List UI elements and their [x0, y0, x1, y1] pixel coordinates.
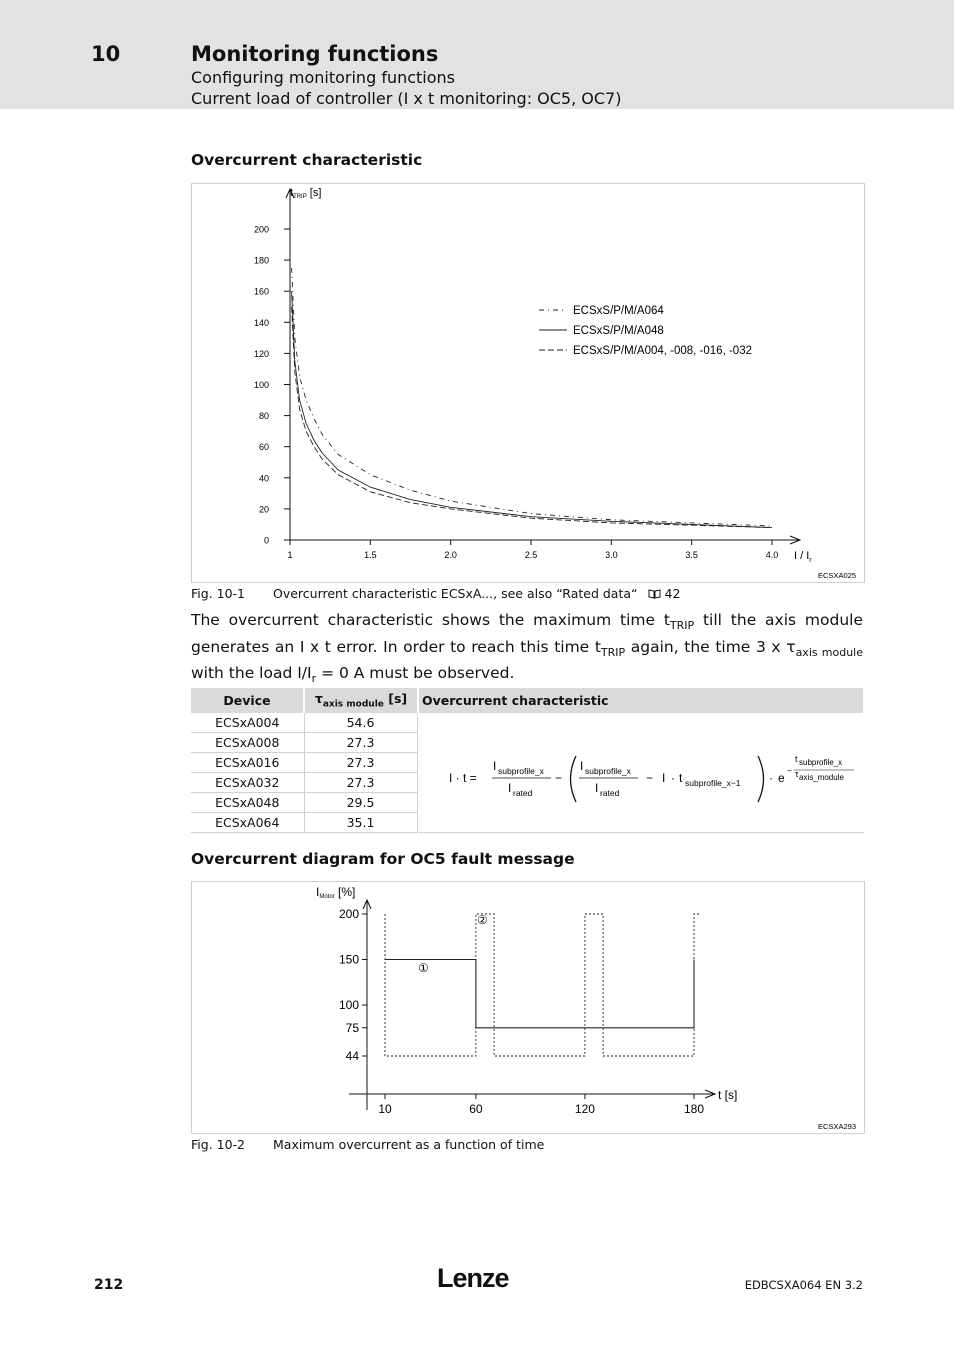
table-row — [191, 753, 417, 773]
svg-text:subprofile_x−1: subprofile_x−1 — [685, 778, 741, 788]
characteristic-chart — [192, 184, 864, 582]
svg-text:t: t — [795, 754, 798, 764]
chapter-number: 10 — [91, 42, 121, 66]
annotation-1: ① — [418, 961, 429, 975]
device-table — [191, 688, 418, 833]
table-row — [191, 813, 417, 833]
table-row — [191, 733, 417, 753]
chart1-xlabel: I / $I_r$ — [794, 550, 812, 564]
y-tick-label: 0 — [263, 535, 269, 546]
table-row — [191, 773, 417, 793]
chart1-ylabel: tTRIP [s] — [290, 187, 322, 200]
legend-label-1: ECSxS/P/M/A064 — [573, 305, 664, 317]
caption-page-1: 42 — [664, 586, 681, 601]
figure-caption-1 — [191, 586, 680, 601]
device-cell: ECSxA064 — [191, 813, 304, 833]
svg-text:−: − — [787, 766, 792, 775]
table-row — [191, 713, 417, 733]
chart1-legend — [539, 305, 752, 357]
tau-cell: 29.5 — [304, 793, 417, 813]
svg-text:rated: rated — [600, 788, 620, 798]
device-cell: ECSxA004 — [191, 713, 304, 733]
svg-text:t: t — [679, 771, 683, 785]
overcurrent-formula — [419, 740, 863, 820]
tau-cell: 27.3 — [304, 773, 417, 793]
svg-text:subprofile_x: subprofile_x — [799, 758, 843, 767]
chart2-ylabel: IMotor [%] — [316, 885, 356, 900]
y-tick-label: 44 — [345, 1049, 359, 1063]
legend-label-3: ECSxS/P/M/A004, -008, -016, -032 — [573, 345, 752, 357]
subtitle-1: Configuring monitoring functions — [191, 68, 456, 87]
col-device: Device — [191, 688, 304, 713]
col-overcurrent: Overcurrent characteristic — [419, 688, 863, 713]
x-tick-label: 120 — [574, 1102, 595, 1116]
x-tick-label: 10 — [378, 1102, 392, 1116]
oc5-series-2 — [385, 914, 700, 1056]
series-line-2 — [292, 291, 772, 527]
x-tick-label: 1 — [287, 550, 293, 560]
y-tick-label: 150 — [338, 952, 359, 967]
y-tick-label: 120 — [253, 348, 269, 359]
device-cell: ECSxA032 — [191, 773, 304, 793]
svg-text:−: − — [646, 771, 654, 785]
series-line-3 — [292, 307, 772, 528]
x-tick-label: 3.5 — [685, 550, 698, 560]
col-tau: $\tau_{axis module}$ [s] — [304, 688, 417, 713]
svg-text:subprofile_x: subprofile_x — [585, 766, 631, 776]
chart1-series — [292, 268, 772, 528]
formula-svg — [419, 740, 863, 820]
chapter-title: Monitoring functions — [191, 42, 439, 66]
x-tick-label: 4.0 — [765, 550, 779, 560]
svg-text:I: I — [493, 759, 497, 773]
y-tick-label: 200 — [338, 907, 359, 921]
section-heading-characteristic: Overcurrent characteristic — [191, 151, 423, 169]
y-tick-label: 80 — [258, 411, 269, 422]
svg-text:I: I — [580, 759, 584, 773]
figure-code-1: ECSXA025 — [818, 571, 856, 580]
page-number: 212 — [94, 1277, 124, 1293]
section-heading-diagram: Overcurrent diagram for OC5 fault message — [191, 850, 575, 868]
body-paragraph: The overcurrent characteristic shows the maximum time $t_{TRIP}$ till the axis module generates an I x t error. In order to reach this time $t_{TRIP}$ again, the time 3 x $\tau_{axis module}$ with the load $I/I_r = 0$ A must be observed. — [191, 611, 864, 686]
y-tick-label: 40 — [258, 473, 269, 484]
y-tick-label: 60 — [258, 442, 269, 453]
subtitle-2: Current load of controller (I x t monitoring: OC5, OC7) — [191, 89, 622, 108]
y-tick-label: 75 — [345, 1020, 359, 1035]
device-cell: ECSxA016 — [191, 753, 304, 773]
tau-cell: 27.3 — [304, 733, 417, 753]
y-tick-label: 140 — [253, 317, 269, 328]
tau-cell: 27.3 — [304, 753, 417, 773]
figure-caption-2 — [191, 1137, 544, 1152]
characteristic-figure — [191, 183, 865, 583]
y-tick-label: 100 — [253, 380, 269, 390]
svg-text:rated: rated — [513, 788, 533, 798]
caption-number-1: Fig. 10-1 — [191, 586, 246, 601]
x-tick-label: 2.0 — [444, 550, 457, 560]
svg-text:−: − — [555, 771, 563, 785]
y-tick-label: 200 — [253, 224, 269, 235]
oc5-figure — [191, 881, 865, 1134]
caption-text-1: Overcurrent characteristic ECSxA..., see also “Rated data“ — [273, 586, 638, 601]
chart1-axes — [286, 189, 800, 544]
x-tick-label: 3.0 — [605, 550, 618, 560]
chart2-series — [385, 914, 700, 1056]
document-id: EDBCSXA064 EN 3.2 — [744, 1278, 863, 1292]
x-tick-label: 60 — [469, 1102, 483, 1116]
svg-text:I: I — [508, 781, 512, 795]
svg-text:axis_module: axis_module — [799, 773, 844, 782]
oc5-series-1 — [385, 960, 694, 1028]
y-tick-label: 180 — [253, 255, 269, 266]
y-tick-label: 20 — [258, 504, 269, 515]
svg-text:I: I — [595, 781, 599, 795]
x-tick-label: 2.5 — [524, 550, 538, 560]
chart2-xlabel: t [s] — [718, 1088, 738, 1102]
formula-lhs: I · t = — [449, 771, 477, 785]
tau-cell: 54.6 — [304, 713, 417, 733]
caption-text-2: Maximum overcurrent as a function of time — [273, 1137, 545, 1152]
y-tick-label: 160 — [253, 286, 269, 297]
chart1-ticks — [254, 225, 778, 561]
chart2-axes — [349, 900, 715, 1110]
x-tick-label: 180 — [683, 1102, 705, 1116]
caption-number-2: Fig. 10-2 — [191, 1137, 246, 1152]
figure-code-2: ECSXA293 — [818, 1122, 856, 1131]
svg-text:subprofile_x: subprofile_x — [498, 766, 544, 776]
annotation-2: ② — [477, 913, 488, 927]
device-cell: ECSxA048 — [191, 793, 304, 813]
x-tick-label: 1.5 — [364, 550, 377, 560]
svg-text:·: · — [671, 771, 675, 785]
legend-label-2: ECSxS/P/M/A048 — [573, 325, 664, 337]
device-table-body — [191, 713, 417, 833]
svg-text:e: e — [778, 771, 785, 785]
table-bottom-line — [419, 832, 864, 833]
book-icon — [648, 587, 661, 597]
svg-text:τ: τ — [795, 769, 799, 779]
chart2-ticks — [339, 907, 704, 1116]
svg-text:·: · — [769, 771, 773, 785]
svg-text:I: I — [662, 771, 666, 785]
lenze-logo: Lenze — [437, 1263, 509, 1293]
series-line-1 — [292, 268, 772, 526]
table-row — [191, 793, 417, 813]
device-cell: ECSxA008 — [191, 733, 304, 753]
y-tick-label: 100 — [338, 998, 359, 1013]
tau-cell: 35.1 — [304, 813, 417, 833]
oc5-chart — [192, 882, 864, 1133]
